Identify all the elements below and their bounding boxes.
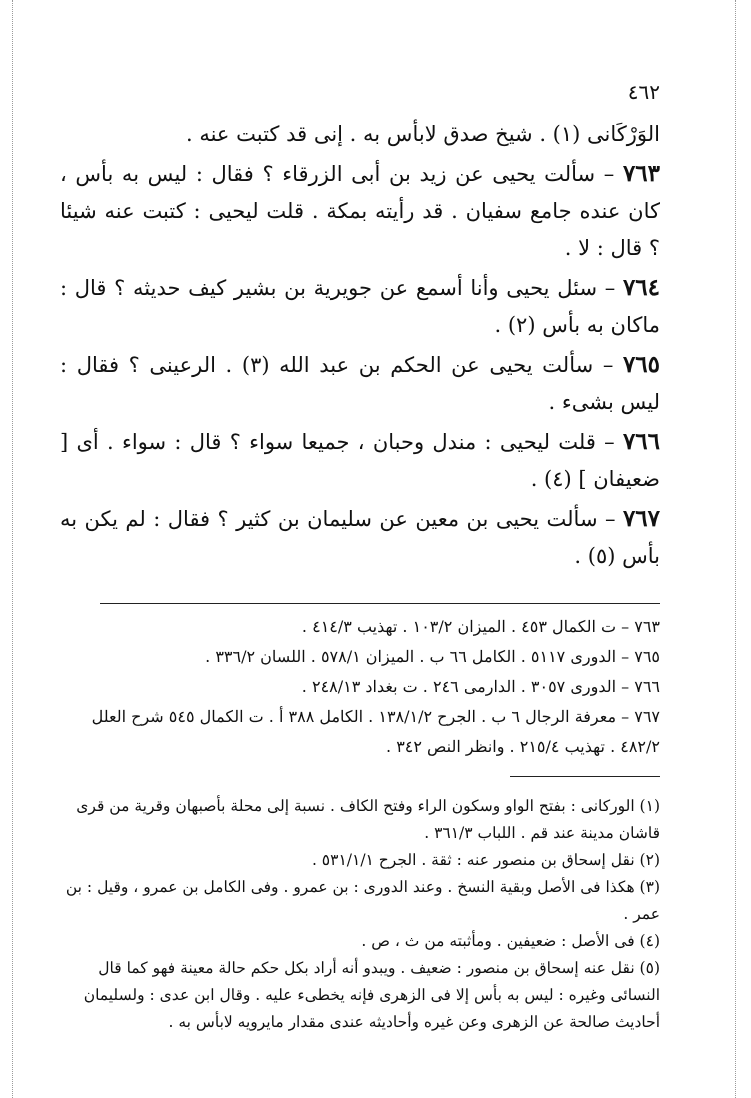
reference-line: ٧٦٦ – الدورى ٣٠٥٧ . الدارمى ٢٤٦ . ت بغداد ٢٤٨/١٣ .	[301, 677, 660, 696]
references-divider	[100, 603, 660, 604]
entry-text: – قلت ليحيى : مندل وحبان ، جميعا سواء ؟ قال : سواء . أى [ ضعيفان ] (٤) .	[60, 430, 660, 491]
entry-763	[60, 155, 660, 267]
footnote: (١) الوركانى : بفتح الواو وسكون الراء وفتح الكاف . نسبة إلى محلة بأصبهان وقرية من قرى قاشان مدينة عند قم . اللباب ٣٦١/٣ .	[76, 797, 660, 842]
page-number: ٤٦٢	[627, 80, 660, 104]
entry-number: ٧٦٧	[622, 505, 660, 532]
reference-line: ٧٦٥ – الدورى ٥١١٧ . الكامل ٦٦ ب . الميزان ٥٧٨/١ . اللسان ٣٣٦/٢ .	[205, 647, 660, 666]
book-page	[60, 80, 660, 1036]
entry-764	[60, 269, 660, 344]
entry-766	[60, 423, 660, 498]
entry-text: – سألت يحيى عن زيد بن أبى الزرقاء ؟ فقال : ليس به بأس ، كان عنده جامع سفيان . قد رأيته بمكة . قلت ليحيى : كتبت عنه شيئا ؟ قال : لا .	[60, 162, 660, 260]
entry-765	[60, 346, 660, 421]
entry-text: – سئل يحيى وأنا أسمع عن جويرية بن بشير كيف حديثه ؟ قال : ماكان به بأس (٢) .	[60, 276, 660, 337]
references-block	[60, 612, 660, 762]
footnote: (٤) فى الأصل : ضعيفين . ومأثبته من ث ، ص .	[361, 932, 660, 950]
footnotes-block	[60, 793, 660, 1036]
reference-line: ٧٦٧ – معرفة الرجال ٦ ب . الجرح ١٣٨/١/٢ . الكامل ٣٨٨ أ . ت الكمال ٥٤٥ شرح العلل ٤٨٢/٢ . تهذيب ٢١٥/٤ . وانظر النص ٣٤٢ .	[91, 707, 660, 756]
right-dotted-guide	[735, 0, 736, 1098]
entry-text: – سألت يحيى بن معين عن سليمان بن كثير ؟ فقال : لم يكن به بأس (٥) .	[60, 507, 660, 568]
entry-number: ٧٦٥	[622, 351, 661, 378]
entry-number: ٧٦٦	[622, 428, 660, 455]
main-text	[60, 116, 660, 575]
footnote: (٣) هكذا فى الأصل وبقية النسخ . وعند الدورى : بن عمرو . وفى الكامل بن عمرو ، وقيل : بن عمر .	[65, 878, 660, 923]
entry-text: الوَرْكَانى (١) . شيخ صدق لابأس به . إنى قد كتبت عنه .	[185, 122, 660, 146]
footnote: (٢) نقل إسحاق بن منصور عنه : ثقة . الجرح ٥٣١/١/١ .	[311, 851, 660, 869]
footnotes-divider	[510, 776, 660, 777]
entry-number: ٧٦٣	[622, 160, 660, 187]
entry-number: ٧٦٤	[622, 274, 660, 301]
entry-text: – سألت يحيى عن الحكم بن عبد الله (٣) . الرعينى ؟ فقال : ليس بشىء .	[60, 353, 660, 414]
left-dotted-guide	[12, 0, 13, 1098]
reference-line: ٧٦٣ – ت الكمال ٤٥٣ . الميزان ١٠٣/٢ . تهذيب ٤١٤/٣ .	[301, 617, 660, 636]
entry-767	[60, 500, 660, 575]
entry-continuation	[60, 116, 660, 153]
footnote: (٥) نقل عنه إسحاق بن منصور : ضعيف . ويبدو أنه أراد بكل حكم حالة معينة فهو كما قال النسائى وغيره : ليس به بأس إلا فى الزهرى فإنه يخطىء عليه . وقال ابن عدى : ولسليمان أحاديث صالحة عن الزهرى وعن غيره وأحاديثه عندى مقدار مايرويه لابأس به .	[83, 959, 660, 1031]
